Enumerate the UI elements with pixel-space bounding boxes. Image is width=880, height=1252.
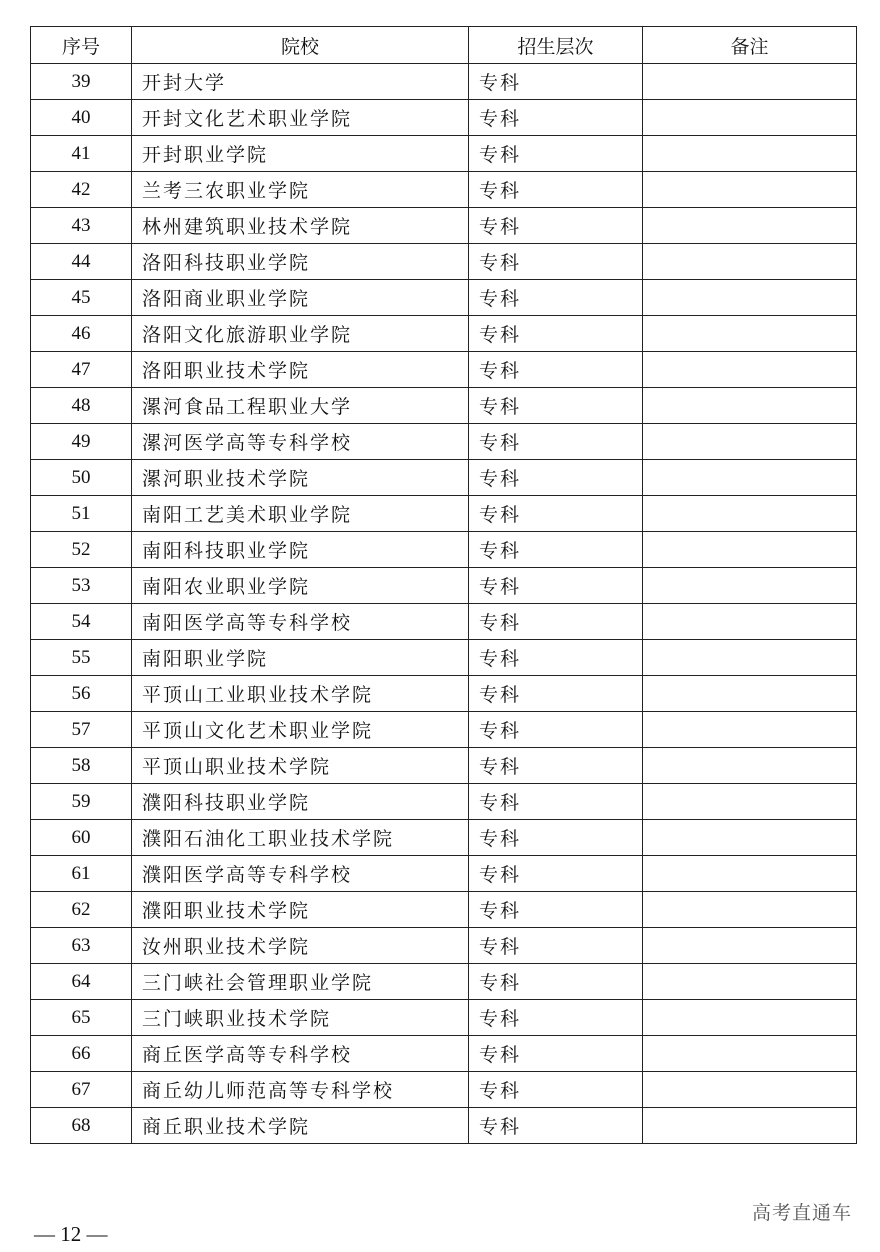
header-level: 招生层次 (469, 27, 643, 64)
row-num-cell: 48 (31, 388, 132, 424)
table-row (31, 784, 857, 820)
row-school-cell: 三门峡职业技术学院 (132, 1000, 469, 1036)
school-table (30, 26, 857, 1144)
row-note-cell (643, 640, 857, 676)
row-num-cell: 52 (31, 532, 132, 568)
row-school-cell: 商丘职业技术学院 (132, 1108, 469, 1144)
row-num-cell: 42 (31, 172, 132, 208)
page-number: — 12 — (34, 1222, 108, 1246)
row-level-cell: 专科 (469, 964, 643, 1000)
row-level-cell: 专科 (469, 1072, 643, 1108)
row-level-cell: 专科 (469, 1000, 643, 1036)
table-row (31, 748, 857, 784)
table-row (31, 964, 857, 1000)
table-row (31, 892, 857, 928)
row-num-cell: 59 (31, 784, 132, 820)
row-level-cell: 专科 (469, 748, 643, 784)
row-school-cell: 南阳工艺美术职业学院 (132, 496, 469, 532)
header-num: 序号 (31, 27, 132, 64)
row-level-cell: 专科 (469, 712, 643, 748)
row-note-cell (643, 568, 857, 604)
row-school-cell: 濮阳医学高等专科学校 (132, 856, 469, 892)
header-row (31, 27, 857, 64)
row-note-cell (643, 100, 857, 136)
row-num-cell: 45 (31, 280, 132, 316)
row-num-cell: 62 (31, 892, 132, 928)
row-num-cell: 56 (31, 676, 132, 712)
row-school-cell: 濮阳科技职业学院 (132, 784, 469, 820)
row-num-cell: 50 (31, 460, 132, 496)
row-note-cell (643, 172, 857, 208)
table-row (31, 604, 857, 640)
row-level-cell: 专科 (469, 496, 643, 532)
row-num-cell: 44 (31, 244, 132, 280)
row-level-cell: 专科 (469, 676, 643, 712)
row-level-cell: 专科 (469, 568, 643, 604)
row-level-cell: 专科 (469, 892, 643, 928)
row-school-cell: 开封职业学院 (132, 136, 469, 172)
row-num-cell: 49 (31, 424, 132, 460)
table-row (31, 856, 857, 892)
row-num-cell: 41 (31, 136, 132, 172)
table-row (31, 820, 857, 856)
table-row (31, 496, 857, 532)
row-school-cell: 漯河职业技术学院 (132, 460, 469, 496)
row-note-cell (643, 856, 857, 892)
row-school-cell: 濮阳职业技术学院 (132, 892, 469, 928)
row-note-cell (643, 280, 857, 316)
row-level-cell: 专科 (469, 1036, 643, 1072)
row-note-cell (643, 712, 857, 748)
table-row (31, 244, 857, 280)
table-row (31, 64, 857, 100)
table-row (31, 424, 857, 460)
table-row (31, 388, 857, 424)
table-row (31, 712, 857, 748)
row-school-cell: 三门峡社会管理职业学院 (132, 964, 469, 1000)
row-school-cell: 濮阳石油化工职业技术学院 (132, 820, 469, 856)
row-num-cell: 60 (31, 820, 132, 856)
row-num-cell: 68 (31, 1108, 132, 1144)
table-row (31, 460, 857, 496)
row-level-cell: 专科 (469, 352, 643, 388)
row-num-cell: 54 (31, 604, 132, 640)
row-level-cell: 专科 (469, 316, 643, 352)
row-level-cell: 专科 (469, 388, 643, 424)
row-school-cell: 平顶山职业技术学院 (132, 748, 469, 784)
table-row (31, 352, 857, 388)
table-header (31, 27, 857, 64)
row-level-cell: 专科 (469, 928, 643, 964)
row-num-cell: 64 (31, 964, 132, 1000)
row-note-cell (643, 820, 857, 856)
table-row (31, 172, 857, 208)
row-num-cell: 51 (31, 496, 132, 532)
table-row (31, 532, 857, 568)
row-note-cell (643, 244, 857, 280)
table-body (31, 64, 857, 1144)
row-num-cell: 53 (31, 568, 132, 604)
row-level-cell: 专科 (469, 172, 643, 208)
row-level-cell: 专科 (469, 784, 643, 820)
row-school-cell: 平顶山工业职业技术学院 (132, 676, 469, 712)
row-level-cell: 专科 (469, 424, 643, 460)
row-num-cell: 65 (31, 1000, 132, 1036)
row-note-cell (643, 64, 857, 100)
row-level-cell: 专科 (469, 604, 643, 640)
row-school-cell: 开封大学 (132, 64, 469, 100)
row-note-cell (643, 1108, 857, 1144)
row-note-cell (643, 676, 857, 712)
row-level-cell: 专科 (469, 1108, 643, 1144)
row-school-cell: 汝州职业技术学院 (132, 928, 469, 964)
row-school-cell: 商丘医学高等专科学校 (132, 1036, 469, 1072)
row-level-cell: 专科 (469, 820, 643, 856)
row-note-cell (643, 424, 857, 460)
row-num-cell: 47 (31, 352, 132, 388)
row-num-cell: 66 (31, 1036, 132, 1072)
row-school-cell: 漯河食品工程职业大学 (132, 388, 469, 424)
row-school-cell: 平顶山文化艺术职业学院 (132, 712, 469, 748)
table-row (31, 676, 857, 712)
row-note-cell (643, 496, 857, 532)
row-num-cell: 40 (31, 100, 132, 136)
row-level-cell: 专科 (469, 460, 643, 496)
row-note-cell (643, 532, 857, 568)
row-note-cell (643, 208, 857, 244)
row-level-cell: 专科 (469, 244, 643, 280)
row-school-cell: 开封文化艺术职业学院 (132, 100, 469, 136)
row-note-cell (643, 1000, 857, 1036)
row-num-cell: 46 (31, 316, 132, 352)
row-note-cell (643, 388, 857, 424)
row-level-cell: 专科 (469, 208, 643, 244)
row-note-cell (643, 892, 857, 928)
row-school-cell: 洛阳科技职业学院 (132, 244, 469, 280)
row-school-cell: 洛阳职业技术学院 (132, 352, 469, 388)
row-note-cell (643, 964, 857, 1000)
row-school-cell: 漯河医学高等专科学校 (132, 424, 469, 460)
row-level-cell: 专科 (469, 64, 643, 100)
row-level-cell: 专科 (469, 640, 643, 676)
row-level-cell: 专科 (469, 136, 643, 172)
row-school-cell: 商丘幼儿师范高等专科学校 (132, 1072, 469, 1108)
row-note-cell (643, 352, 857, 388)
table-row (31, 1072, 857, 1108)
table-row (31, 928, 857, 964)
row-num-cell: 63 (31, 928, 132, 964)
table-row (31, 136, 857, 172)
row-num-cell: 61 (31, 856, 132, 892)
row-note-cell (643, 748, 857, 784)
table-row (31, 640, 857, 676)
row-num-cell: 57 (31, 712, 132, 748)
header-note: 备注 (643, 27, 857, 64)
row-num-cell: 58 (31, 748, 132, 784)
row-note-cell (643, 928, 857, 964)
row-school-cell: 南阳科技职业学院 (132, 532, 469, 568)
row-note-cell (643, 784, 857, 820)
table-row (31, 1036, 857, 1072)
row-num-cell: 39 (31, 64, 132, 100)
table-row (31, 208, 857, 244)
table-row (31, 1108, 857, 1144)
table-row (31, 280, 857, 316)
row-note-cell (643, 460, 857, 496)
row-school-cell: 南阳农业职业学院 (132, 568, 469, 604)
row-note-cell (643, 316, 857, 352)
row-level-cell: 专科 (469, 100, 643, 136)
row-school-cell: 南阳职业学院 (132, 640, 469, 676)
row-level-cell: 专科 (469, 532, 643, 568)
table-row (31, 100, 857, 136)
row-school-cell: 兰考三农职业学院 (132, 172, 469, 208)
table-row (31, 1000, 857, 1036)
table-row (31, 568, 857, 604)
row-school-cell: 洛阳商业职业学院 (132, 280, 469, 316)
header-school: 院校 (132, 27, 469, 64)
row-num-cell: 55 (31, 640, 132, 676)
row-note-cell (643, 604, 857, 640)
row-school-cell: 林州建筑职业技术学院 (132, 208, 469, 244)
watermark-text: 高考直通车 (751, 1202, 852, 1224)
row-note-cell (643, 1072, 857, 1108)
row-num-cell: 43 (31, 208, 132, 244)
table-row (31, 316, 857, 352)
row-note-cell (643, 1036, 857, 1072)
row-num-cell: 67 (31, 1072, 132, 1108)
row-level-cell: 专科 (469, 280, 643, 316)
row-school-cell: 洛阳文化旅游职业学院 (132, 316, 469, 352)
row-level-cell: 专科 (469, 856, 643, 892)
row-school-cell: 南阳医学高等专科学校 (132, 604, 469, 640)
row-note-cell (643, 136, 857, 172)
